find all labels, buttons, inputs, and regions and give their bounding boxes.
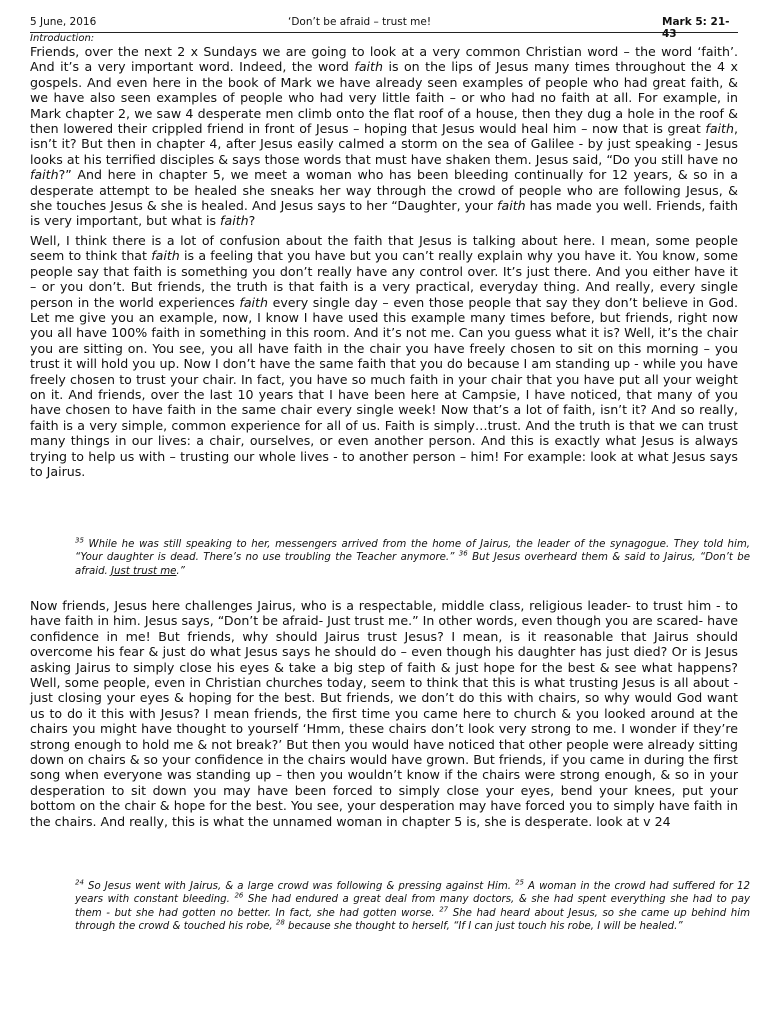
verse-number: 25 <box>515 878 524 887</box>
emphasized-word: faith <box>151 248 180 264</box>
body-section-1 <box>30 44 738 229</box>
paragraph-faith-introduction: Friends, over the next 2 x Sundays we are going to look at a very common Christian word – the word ‘faith’. And it’s a very important word. Indeed, the word faith is on the lips of Jesus many times throughout the 4 x gospels. And even here in the book of Mark we have already seen examples of people who had great faith, & we have also seen examples of people who had very little faith – or who had no faith at all. For example, in Mark chapter 2, we saw 4 desperate men climb onto the flat roof of a house, then they dug a hole in the roof & then lowered their crippled friend in front of Jesus – hoping that Jesus would heal him – now that is great faith, isn’t it? But then in chapter 4, after Jesus easily calmed a storm on the sea of Galilee - by just speaking - Jesus looks at his terrified disciples & says those words that must have shaken them. Jesus said, “Do you still have no faith?” And here in chapter 5, we meet a woman who has been bleeding continually for 12 years, & so in a desperate attempt to be healed she sneaks her way through the crowd of people who are following Jesus, & she touches Jesus & she is healed. And Jesus says to her “Daughter, your faith has made you well. Friends, faith is very important, but what is faith? <box>30 44 738 229</box>
paragraph-trusting-jesus: Now friends, Jesus here challenges Jairus, who is a respectable, middle class, religious leader- to trust him - to have faith in him. Jesus says, “Don’t be afraid- Just trust me.” In other words, even though you are scared- have confidence in me! But friends, why should Jairus trust Jesus? I mean, is it reasonable that Jairus should overcome his fear & just do what Jesus says he should do – even though his daughter has just died? Or is Jesus asking Jairus to simply close his eyes & take a big step of faith & just hope for the best & see what happens? Well, some people, even in Christian churches today, seem to think that this is what trusting Jesus is all about - just closing your eyes & hoping for the best. But friends, we don’t do this with chairs, so why would God want us to do it this with Jesus? I mean friends, the first time you came here to church & you looked around at the chairs you might have thought to yourself ‘Hmm, these chairs don’t look very strong to me. I wonder if they’re strong enough to hold me & not break?’ But then you would have noticed that other people were already sitting down on chairs & so your confidence in the chairs would have grown. But friends, if you came in during the first song when everyone was standing up – then you wouldn’t know if the chairs were strong enough, & so in your desperation to sit down you may have been forced to simply close your eyes, bend your knees, put your bottom on the chair & hope for the best. You see, your desperation may have forced you to simply have faith in the chairs. And really, this is what the unnamed woman in chapter 5 is, she is desperate. look at v 24 <box>30 598 738 829</box>
body-section-3 <box>30 598 738 829</box>
scripture-quote-bleeding-woman: $^{24}$ So Jesus went with Jairus, & a large crowd was following & pressing against Him. $^{25}$ A woman in the crowd had suffered for 12 years with constant bleeding. $^{26}$ She had endured a great deal from many doctors, & she had spent everything she had to pay them - but she had gotten no better. In fact, she had gotten worse. $^{27}$ She had heard about Jesus, so she came up behind him through the crowd & touched his robe, $^{28}$ because she thought to herself, “If I can just touch his robe, I will be healed.” <box>75 878 751 933</box>
emphasized-word: faith <box>497 198 526 214</box>
emphasized-word: faith <box>30 167 59 183</box>
body-section-2 <box>30 233 738 480</box>
verse-number: 35 <box>75 536 84 545</box>
emphasized-word: faith <box>220 213 249 229</box>
header-date: 5 June, 2016 <box>30 16 97 28</box>
verse-number: 24 <box>75 878 84 887</box>
verse-number: 26 <box>234 892 244 901</box>
verse-number: 36 <box>458 550 468 559</box>
emphasized-word: faith <box>354 59 383 75</box>
header-title: ‘Don’t be afraid – trust me! <box>288 16 432 28</box>
paragraph-faith-is-trust: Well, I think there is a lot of confusion about the faith that Jesus is talking about here. I mean, some people seem to think that faith is a feeling that you have but you can’t really explain why you have it. You know, some people say that faith is something you don’t really have any control over. It’s just there. And you either have it – or you don’t. But friends, the truth is that faith is a very practical, everyday thing. And really, every single person in the world experiences faith every single day – even those people that say they don’t believe in God. Let me give you an example, now, I know I have used this example many times before, but friends, right now you all have 100% faith in something in this room. And it’s not me. Can you guess what it is? Well, it’s the chair you are sitting on. You see, you all have faith in the chair you have freely chosen to sit on this morning – you trust it will hold you up. Now I don’t have the same faith that you do because I am standing up - while you have freely chosen to trust your chair. In fact, you have so much faith in your chair that you have put all your weight on it. And friends, over the last 10 years that I have been here at Campsie, I have noticed, that many of you have chosen to have faith in the same chair every single week! Now that’s a lot of faith, isn’t it? And so really, faith is a very simple, common experience for all of us. Faith is simply…trust. And the truth is that we can trust many things in our lives: a chair, ourselves, or even another person. And this is exactly what Jesus is always trying to help us with – trusting our whole lives - to another person – him! For example: look at what Jesus says to Jairus. <box>30 233 738 480</box>
verse-number: 27 <box>439 905 449 914</box>
introduction-label: Introduction: <box>30 33 95 44</box>
header-scripture-reference: Mark 5: 21-43 <box>662 16 730 40</box>
underlined-phrase: Just trust me <box>111 565 177 577</box>
emphasized-word: faith <box>239 294 268 310</box>
emphasized-word: faith <box>705 121 734 137</box>
verse-number: 28 <box>275 918 285 927</box>
scripture-quote-jairus: $^{35}$ While he was still speaking to her, messengers arrived from the home of Jairus, the leader of the synagogue. They told him, “Your daughter is dead. There’s no use troubling the Teacher anymore.” $^{36}$ But Jesus overheard them & said to Jairus, “Don’t be afraid. Just trust me.” <box>75 536 750 577</box>
